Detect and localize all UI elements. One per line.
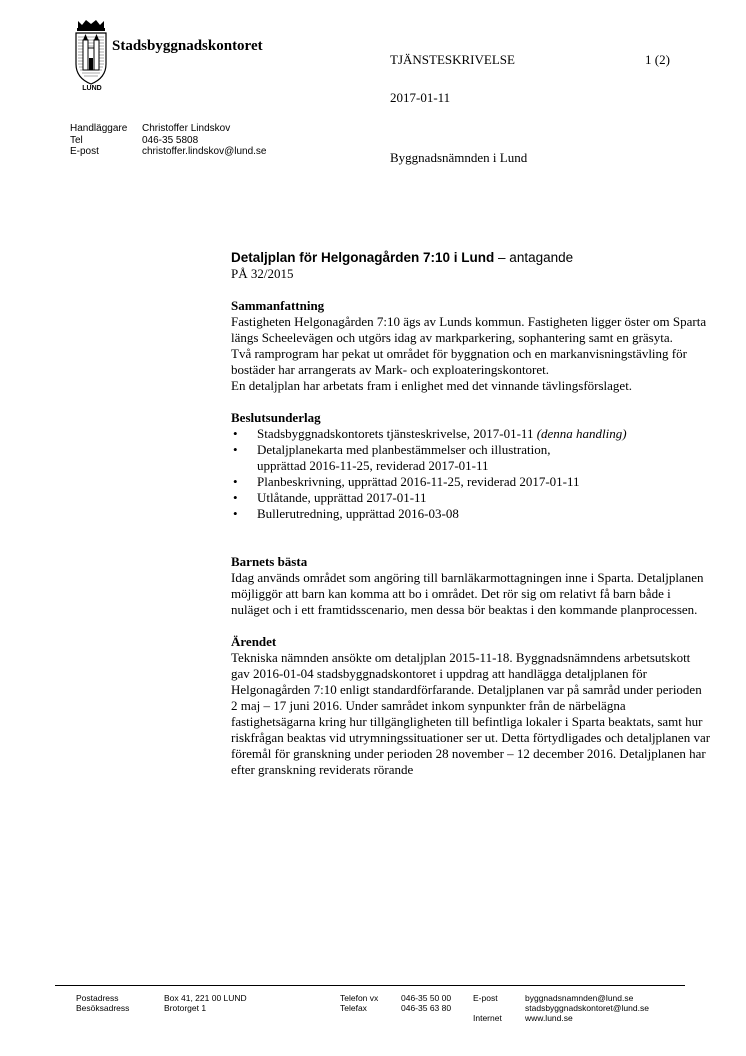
document-title-bold: Detaljplan för Helgonagården 7:10 i Lund <box>231 250 495 265</box>
contact-block <box>70 123 266 158</box>
paragraph: Idag används området som angöring till barnläkarmottagningen inne i Sparta. Detaljplanen möjliggör att barn kan komma att bo i området. Det rör sig om relativt få barn både i nuläget och i ett framtidsscenario, men dessa bör beaktas i den kommande planprocessen. <box>231 570 704 617</box>
recipient: Byggnadsnämnden i Lund <box>390 150 528 165</box>
footer-email-1: byggnadsnamnden@lund.se <box>525 993 634 1003</box>
beslutsunderlag-list <box>231 426 711 522</box>
list-item: • Stadsbyggnadskontorets tjänsteskrivelse, 2017-01-11 (denna handling) <box>233 426 627 441</box>
footer-web-values <box>525 993 649 1023</box>
case-reference: PÅ 32/2015 <box>231 266 294 281</box>
logo-caption: LUND <box>82 85 102 92</box>
heading-arendet: Ärendet <box>231 634 277 649</box>
contact-value: Christoffer Lindskov <box>142 123 231 134</box>
footer-address-values: Box 41, 221 00 LUND Brotorget 1 <box>164 993 247 1013</box>
list-item: • Bullerutredning, upprättad 2016-03-08 <box>233 506 459 521</box>
document-date: 2017-01-11 <box>390 90 451 105</box>
heading-sammanfattning: Sammanfattning <box>231 298 325 313</box>
contact-row-handlaggare <box>70 123 266 135</box>
heading-barnets-basta: Barnets bästa <box>231 554 308 569</box>
page-number: 1 (2) <box>645 52 670 67</box>
lund-coat-of-arms-logo <box>72 18 110 86</box>
footer-phone-values: 046-35 50 00 046-35 63 80 <box>401 993 452 1013</box>
document-type: TJÄNSTESKRIVELSE <box>390 52 515 67</box>
paragraph: Två ramprogram har pekat ut området för byggnation och en markanvisningstävling för bostäder har arrangerats av Mark- och exploateringskontoret. <box>231 346 687 377</box>
document-title <box>231 250 711 266</box>
contact-row-epost <box>70 146 266 158</box>
heading-beslutsunderlag: Beslutsunderlag <box>231 410 321 425</box>
organization-name: Stadsbyggnadskontoret <box>112 38 263 54</box>
contact-label: E-post <box>70 146 99 157</box>
list-item: • Utlåtande, upprättad 2017-01-11 <box>233 490 427 505</box>
document-body <box>231 250 711 778</box>
list-item: • Planbeskrivning, upprättad 2016-11-25, reviderad 2017-01-11 <box>233 474 580 489</box>
contact-row-tel <box>70 135 266 147</box>
paragraph: Fastigheten Helgonagården 7:10 ägs av Lunds kommun. Fastigheten ligger öster om Sparta längs Scheelevägen och utgörs idag av markparkering, sophantering samt en gräsyta. <box>231 314 707 345</box>
contact-label: Handläggare <box>70 123 128 134</box>
footer-divider <box>55 985 685 986</box>
contact-label: Tel <box>70 134 83 146</box>
paragraph: En detaljplan har arbetats fram i enlighet med det vinnande tävlingsförslaget. <box>231 378 633 393</box>
document-title-suffix: – antagande <box>494 250 574 265</box>
list-item-note: (denna handling) <box>536 426 627 441</box>
footer-phone-labels: Telefon vx Telefax <box>340 993 379 1013</box>
footer-website: www.lund.se <box>525 1013 573 1023</box>
footer-web-labels: E-post Internet <box>473 993 502 1023</box>
contact-value: christoffer.lindskov@lund.se <box>142 146 267 157</box>
footer-email-2: stadsbyggnadskontoret@lund.se <box>525 1003 649 1013</box>
list-item: • Detaljplanekarta med planbestämmelser och illustration, upprättad 2016-11-25, reviderad 2017-01-11 <box>233 442 551 473</box>
paragraph: Tekniska nämnden ansökte om detaljplan 2015-11-18. Byggnadsnämndens arbetsutskott gav 2016-01-04 stadsbyggnadskontoret i uppdrag att handlägga detaljplanen för Helgonagården 7:10 enligt standardförfarande. Detaljplanen var på samråd under perioden 2 maj – 17 juni 2016. Under samrådet inkom synpunkter från de närbelägna fastighetsägarna kring hur tillgängligheten till befintliga lokaler i Sparta beaktats, samt hur riskfrågan beaktas vid utrymningssituationer ser ut. Detta förtydligades och detaljplanen var föremål för granskning under perioden 28 november – 12 december 2016. Detaljplanen har efter granskning reviderats rörande <box>231 650 711 777</box>
contact-value: 046-35 5808 <box>142 134 199 146</box>
footer-address-labels: Postadress Besöksadress <box>76 993 130 1013</box>
